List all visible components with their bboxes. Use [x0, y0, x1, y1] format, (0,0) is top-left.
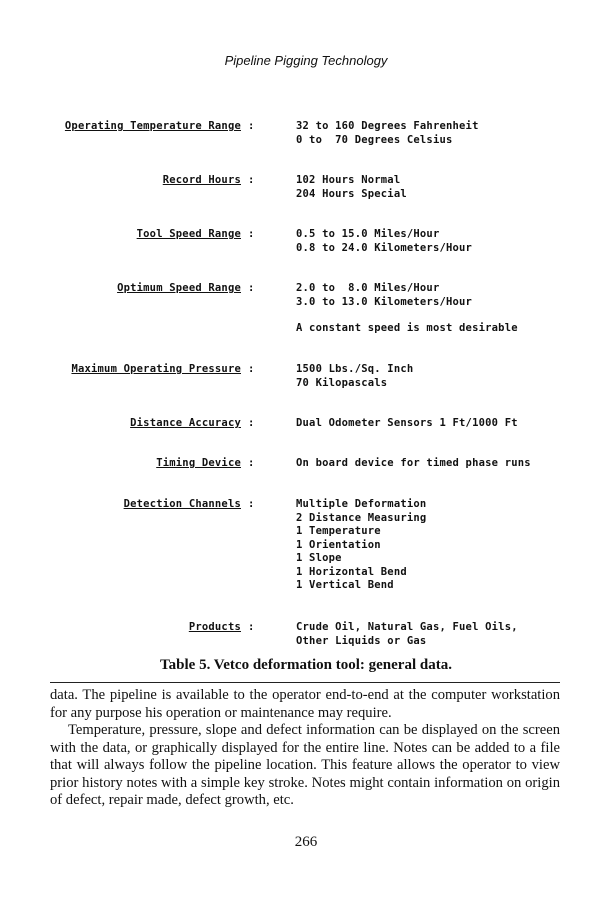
spec-value: 32 to 160 Degrees Fahrenheit — [296, 120, 479, 132]
spec-value: Other Liquids or Gas — [296, 634, 427, 647]
spec-value: 204 Hours Special — [296, 187, 407, 200]
body-paragraph: data. The pipeline is available to the operator end-to-end at the computer workstation for any purpose his operation or maintenance may require. — [50, 687, 560, 721]
spec-colon: : — [248, 621, 255, 633]
spec-value: Crude Oil, Natural Gas, Fuel Oils, — [296, 621, 518, 633]
spec-colon: : — [248, 174, 255, 186]
spec-values — [296, 417, 518, 431]
spec-label: Operating Temperature Range — [64, 120, 241, 132]
spec-label: Products — [188, 621, 241, 633]
spec-value: 1 Slope — [296, 552, 342, 564]
spec-value: Dual Odometer Sensors 1 Ft/1000 Ft — [296, 417, 518, 429]
spec-value: 0.8 to 24.0 Kilometers/Hour — [296, 241, 473, 254]
spec-values — [296, 457, 531, 471]
spec-value: 1 Orientation — [296, 538, 381, 551]
spec-values — [296, 621, 518, 648]
spec-value: 2 Distance Measuring — [296, 511, 427, 524]
spec-value: 0.5 to 15.0 Miles/Hour — [296, 228, 440, 240]
spec-colon: : — [248, 282, 255, 294]
page-number: 266 — [294, 834, 318, 850]
spec-value: 70 Kilopascals — [296, 376, 388, 389]
spec-values — [296, 228, 472, 255]
spec-colon: : — [248, 363, 255, 375]
spec-colon: : — [248, 120, 255, 132]
spec-values — [296, 120, 479, 147]
spec-value: 1 Temperature — [296, 525, 381, 537]
spec-values — [296, 282, 518, 336]
spec-colon: : — [248, 498, 255, 510]
spec-value: 1 Vertical Bend — [296, 579, 394, 591]
body-text — [50, 687, 560, 810]
caption-rule — [50, 682, 560, 683]
running-title: Pipeline Pigging Technology — [224, 53, 388, 68]
spec-values — [296, 498, 426, 593]
spec-label: Detection Channels — [123, 498, 241, 510]
spec-value: 3.0 to 13.0 Kilometers/Hour — [296, 295, 473, 308]
spec-label: Record Hours — [162, 174, 241, 186]
spec-colon: : — [248, 228, 255, 240]
spec-value: 2.0 to 8.0 Miles/Hour — [296, 282, 440, 294]
spec-label: Distance Accuracy — [130, 417, 241, 429]
spec-value: 1500 Lbs./Sq. Inch — [296, 363, 414, 375]
spec-label: Optimum Speed Range — [117, 282, 241, 294]
spec-value: 102 Hours Normal — [296, 174, 401, 186]
spec-colon: : — [248, 417, 255, 429]
spec-note: A constant speed is most desirable — [296, 322, 518, 334]
spec-value: 0 to 70 Degrees Celsius — [296, 133, 453, 146]
spec-value: On board device for timed phase runs — [296, 457, 531, 469]
spec-colon: : — [248, 457, 255, 469]
spec-label: Tool Speed Range — [136, 228, 241, 240]
table-caption: Table 5. Vetco deformation tool: general data. — [160, 657, 452, 673]
spec-values — [296, 363, 413, 390]
body-paragraph: Temperature, pressure, slope and defect information can be displayed on the screen with the data, or graphically displayed for the entire line. Notes can be added to a file that will always follow the pipeline location. This feature allows the operator to view prior history notes with a simple key stroke. Notes might contain information on origin of defect, repair made, defect growth, etc. — [50, 722, 560, 808]
spec-value: Multiple Deformation — [296, 498, 427, 510]
spec-label: Timing Device — [156, 457, 241, 469]
spec-label: Maximum Operating Pressure — [71, 363, 241, 375]
spec-value: 1 Horizontal Bend — [296, 565, 407, 578]
spec-values — [296, 174, 407, 201]
